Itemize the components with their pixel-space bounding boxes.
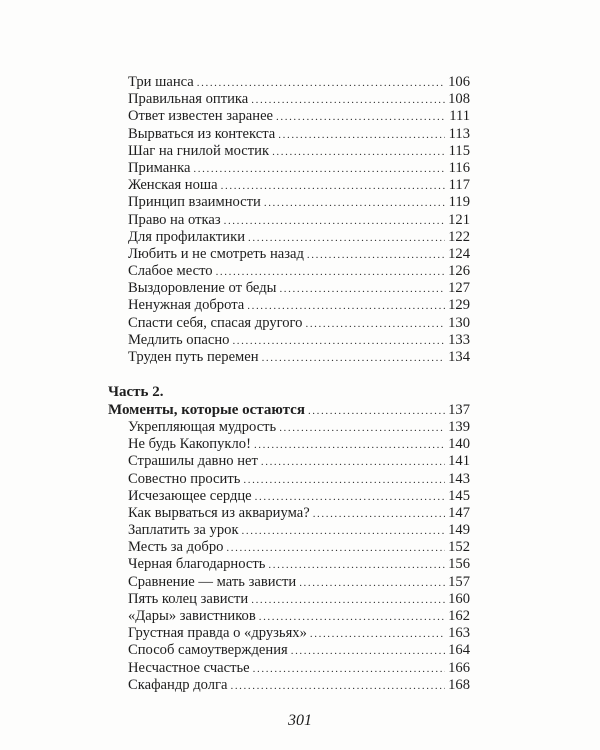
dot-leader xyxy=(243,472,445,489)
toc-entry xyxy=(108,608,470,625)
section-gap xyxy=(108,366,470,384)
toc-entry-title: Медлить опасно xyxy=(128,331,230,348)
toc-entry-page: 166 xyxy=(448,659,470,676)
part-title-page: 137 xyxy=(448,401,470,418)
toc-entry-title: Ненужная доброта xyxy=(128,297,245,314)
toc-entry xyxy=(108,556,470,573)
toc-entry-title: Вырваться из контекста xyxy=(128,125,276,142)
toc-entry-title: Грустная правда о «друзьях» xyxy=(128,625,307,642)
dot-leader xyxy=(255,489,445,506)
dot-leader xyxy=(247,298,445,315)
toc-entry-page: 115 xyxy=(448,142,470,159)
toc-entry-title: Спасти себя, спасая другого xyxy=(128,314,303,331)
dot-leader xyxy=(248,230,445,247)
toc-entry-page: 164 xyxy=(448,642,470,659)
dot-leader xyxy=(251,592,445,609)
table-of-contents xyxy=(108,74,470,694)
toc-entry xyxy=(108,522,470,539)
toc-entry xyxy=(108,539,470,556)
toc-entry xyxy=(108,315,470,332)
toc-entry-page: 147 xyxy=(448,504,470,521)
dot-leader xyxy=(278,127,445,144)
toc-entry xyxy=(108,660,470,677)
toc-entry-title: Совестно просить xyxy=(128,470,241,487)
toc-entry-title: Месть за добро xyxy=(128,539,224,556)
toc-entry-page: 162 xyxy=(448,608,470,625)
toc-entry xyxy=(108,591,470,608)
toc-entry-title: Сравнение — мать зависти xyxy=(128,573,297,590)
toc-entry xyxy=(108,677,470,694)
dot-leader xyxy=(291,643,445,660)
toc-entry-page: 140 xyxy=(448,436,470,453)
toc-entry-title: Пять колец зависти xyxy=(128,590,249,607)
toc-entry xyxy=(108,177,470,194)
dot-leader xyxy=(251,92,445,109)
toc-entry-title: Укрепляющая мудрость xyxy=(128,418,277,435)
toc-entry xyxy=(108,108,470,125)
toc-entry-title: Приманка xyxy=(128,159,191,176)
toc-entry-page: 113 xyxy=(448,125,470,142)
dot-leader xyxy=(254,437,445,454)
toc-entry-page: 111 xyxy=(449,108,470,125)
dot-leader xyxy=(313,506,445,523)
toc-part-2 xyxy=(108,384,470,694)
toc-entry xyxy=(108,194,470,211)
toc-entry-page: 160 xyxy=(448,590,470,607)
toc-entry-page: 163 xyxy=(448,625,470,642)
dot-leader xyxy=(232,333,445,350)
toc-entry xyxy=(108,332,470,349)
dot-leader xyxy=(279,420,445,437)
toc-entry xyxy=(108,74,470,91)
dot-leader xyxy=(305,316,445,333)
toc-entry xyxy=(108,229,470,246)
dot-leader xyxy=(268,557,445,574)
toc-entry xyxy=(108,642,470,659)
toc-entry-page: 152 xyxy=(448,539,470,556)
dot-leader xyxy=(193,161,445,178)
toc-entry xyxy=(108,453,470,470)
toc-entry xyxy=(108,574,470,591)
toc-entry-page: 156 xyxy=(448,556,470,573)
toc-entry xyxy=(108,349,470,366)
toc-entry-page: 141 xyxy=(448,453,470,470)
toc-entry xyxy=(108,91,470,108)
toc-entry-title: Исчезающее сердце xyxy=(128,487,252,504)
toc-entry xyxy=(108,263,470,280)
toc-entry-page: 117 xyxy=(448,177,470,194)
dot-leader xyxy=(261,454,445,471)
toc-entry xyxy=(108,488,470,505)
toc-entry-title: Несчастное счастье xyxy=(128,659,250,676)
part-heading: Часть 2. xyxy=(108,384,164,401)
toc-entry xyxy=(108,505,470,522)
toc-entry xyxy=(108,143,470,160)
dot-leader xyxy=(308,403,445,420)
toc-entry xyxy=(108,471,470,488)
toc-entry-page: 139 xyxy=(448,418,470,435)
toc-entry-page: 126 xyxy=(448,263,470,280)
toc-entry-title: Страшилы давно нет xyxy=(128,453,258,470)
dot-leader xyxy=(224,213,445,230)
dot-leader xyxy=(216,264,445,281)
dot-leader xyxy=(279,281,445,298)
dot-leader xyxy=(310,626,445,643)
dot-leader xyxy=(307,247,445,264)
toc-entry xyxy=(108,297,470,314)
toc-entry xyxy=(108,625,470,642)
toc-entry-page: 130 xyxy=(448,314,470,331)
dot-leader xyxy=(242,523,445,540)
toc-entry-page: 134 xyxy=(448,349,470,365)
toc-entry-page: 149 xyxy=(448,522,470,539)
toc-entry xyxy=(108,246,470,263)
toc-entry-title: Слабое место xyxy=(128,263,213,280)
toc-entry xyxy=(108,436,470,453)
toc-entry-title: Скафандр долга xyxy=(128,676,228,693)
toc-entry xyxy=(108,419,470,436)
toc-entry-title: Ответ известен заранее xyxy=(128,108,274,125)
dot-leader xyxy=(276,109,445,126)
toc-entry-page: 116 xyxy=(448,159,470,176)
toc-entry-page: 127 xyxy=(448,280,470,297)
toc-entry-page: 145 xyxy=(448,487,470,504)
toc-entry-page: 168 xyxy=(448,676,470,693)
toc-entry xyxy=(108,160,470,177)
toc-entry-title: Для профилактики xyxy=(128,228,246,245)
toc-entry-title: Три шанса xyxy=(128,74,194,90)
toc-entry-title: Не будь Какопукло! xyxy=(128,436,251,453)
dot-leader xyxy=(264,195,445,212)
toc-entry-title: Право на отказ xyxy=(128,211,221,228)
dot-leader xyxy=(262,350,445,367)
toc-entry-page: 129 xyxy=(448,297,470,314)
page-number: 301 xyxy=(288,712,312,729)
toc-entry-page: 133 xyxy=(448,331,470,348)
toc-entry-title: Женская ноша xyxy=(128,177,218,194)
toc-entry-page: 143 xyxy=(448,470,470,487)
dot-leader xyxy=(259,609,445,626)
toc-entry-page: 122 xyxy=(448,228,470,245)
dot-leader xyxy=(253,661,445,678)
toc-entry-title: Любить и не смотреть назад xyxy=(128,245,304,262)
toc-entry xyxy=(108,212,470,229)
dot-leader xyxy=(230,678,445,695)
dot-leader xyxy=(226,540,445,557)
toc-entry-title: Выздоровление от беды xyxy=(128,280,277,297)
toc-entry-title: Правильная оптика xyxy=(128,91,249,108)
dot-leader xyxy=(197,75,445,92)
toc-entry-title: Шаг на гнилой мостик xyxy=(128,142,270,159)
dot-leader xyxy=(221,178,445,195)
part-title-entry xyxy=(108,402,470,419)
toc-entry-title: Труден путь перемен xyxy=(128,349,259,365)
toc-entry-title: Как вырваться из аквариума? xyxy=(128,504,310,521)
toc-entry-page: 124 xyxy=(448,245,470,262)
dot-leader xyxy=(299,575,445,592)
toc-entry-title: Принцип взаимности xyxy=(128,194,261,211)
toc-entry-page: 108 xyxy=(448,91,470,108)
toc-entry-title: Черная благодарность xyxy=(128,556,266,573)
dot-leader xyxy=(272,144,445,161)
toc-entry xyxy=(108,280,470,297)
toc-entry-page: 157 xyxy=(448,573,470,590)
toc-entry xyxy=(108,126,470,143)
toc-entry-page: 106 xyxy=(448,74,470,90)
toc-entry-page: 119 xyxy=(448,194,470,211)
toc-entry-title: Заплатить за урок xyxy=(128,522,239,539)
part-title: Моменты, которые остаются xyxy=(108,401,305,418)
toc-entry-title: «Дары» завистников xyxy=(128,608,256,625)
toc-entry-title: Способ самоутверждения xyxy=(128,642,288,659)
toc-entry-page: 121 xyxy=(448,211,470,228)
toc-section-1 xyxy=(108,74,470,366)
